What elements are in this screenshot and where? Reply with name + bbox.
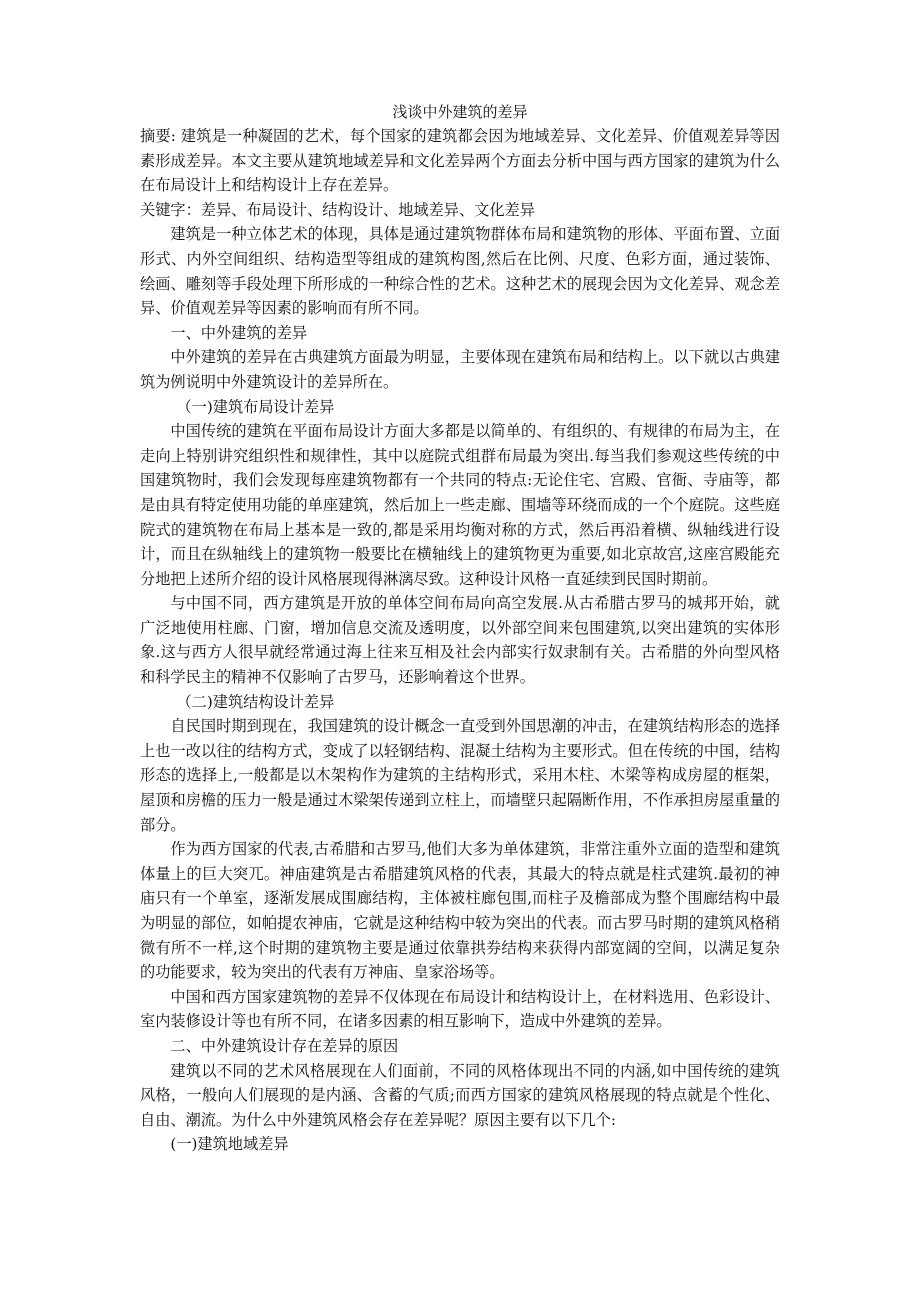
subsection-heading: （一)建筑布局设计差异 [176,397,335,416]
body-paragraph: 作为西方国家的代表,古希腊和古罗马,他们大多为单体建筑，非常注重外立面的造型和建筑体量上的巨大突兀。神庙建筑是古希腊建筑风格的代表，其最大的特点就是柱式建筑.最初的神庙只有一个单室，逐渐发展成围廊结构，主体被柱廊包围,而柱子及檐部成为整个围廊结构中最为明显的部位，如帕提农神庙，它就是这种结构中较为突出的代表。而古罗马时期的建筑风格稍微有所不一样,这个时期的建筑物主要是通过依靠拱券结构来获得内部宽阔的空间，以满足复杂的功能要求，较为突出的代表有万神庙、皇家浴场等。 [140,840,780,982]
body-paragraph: 建筑是一种立体艺术的体现，具体是通过建筑物群体布局和建筑物的形体、平面布置、立面形式、内外空间组织、结构造型等组成的建筑构图,然后在比例、尺度、色彩方面，通过装饰、绘画、雕刻等手段处理下所形成的一种综合性的艺术。这种艺术的展现会因为文化差异、观念差异、价值观差异等因素的影响而有所不同。 [140,225,780,318]
subsection-heading: （二)建筑结构设计差异 [176,692,335,711]
body-paragraph: 与中国不同，西方建筑是开放的单体空间布局向高空发展.从古希腊古罗马的城邦开始，就广泛地使用柱廊、门窗，增加信息交流及透明度，以外部空间来包围建筑,以突出建筑的实体形象.这与西方人很早就经常通过海上往来互相及社会内部实行奴隶制有关。古希腊的外向型风格和科学民主的精神不仅影响了古罗马，还影响着这个世界。 [140,594,780,687]
keywords-line: 关键字：差异、布局设计、结构设计、地域差异、文化差异 [140,200,535,219]
subsection-heading: (一)建筑地域差异 [170,1135,289,1154]
body-paragraph: 中国和西方国家建筑物的差异不仅体现在布局设计和结构设计上，在材料选用、色彩设计、室内装修设计等也有所不同，在诸多因素的相互影响下，造成中外建筑的差异。 [140,987,780,1031]
abstract-paragraph: 摘要: 建筑是一种凝固的艺术，每个国家的建筑都会因为地域差异、文化差异、价值观差异等因素形成差异。本文主要从建筑地域差异和文化差异两个方面去分析中国与西方国家的建筑为什么在布局设计上和结构设计上存在差异。 [140,127,780,195]
document-title: 浅谈中外建筑的差异 [392,103,528,121]
body-paragraph: 自民国时期到现在，我国建筑的设计概念一直受到外国思潮的冲击，在建筑结构形态的选择上也一改以往的结构方式，变成了以轻钢结构、混凝土结构为主要形式。但在传统的中国，结构形态的选择上,一般都是以木架构作为建筑的主结构形式，采用木柱、木梁等构成房屋的框架，屋顶和房檐的压力一般是通过木梁架传递到立柱上，而墙壁只起隔断作用，不作承担房屋重量的部分。 [140,717,780,834]
body-paragraph: 中外建筑的差异在古典建筑方面最为明显，主要体现在建筑布局和结构上。以下就以古典建筑为例说明中外建筑设计的差异所在。 [140,348,780,391]
section-heading: 二、中外建筑设计存在差异的原因 [170,1036,399,1055]
section-heading: 一、中外建筑的差异 [170,323,308,342]
body-paragraph: 中国传统的建筑在平面布局设计方面大多都是以简单的、有组织的、有规律的布局为主，在走向上特别讲究组织性和规律性，其中以庭院式组群布局最为突出.每当我们参观这些传统的中国建筑物时，我们会发现每座建筑物都有一个共同的特点:无论住宅、宫殿、官衙、寺庙等，都是由具有特定使用功能的单座建筑，然后加上一些走廊、围墙等环绕而成的一个个庭院。这些庭院式的建筑物在布局上基本是一致的,都是采用均衡对称的方式，然后再沿着横、纵轴线进行设计，而且在纵轴线上的建筑物一般要比在横轴线上的建筑物更为重要,如北京故宫,这座宫殿能充分地把上述所介绍的设计风格展现得淋漓尽致。这种设计风格一直延续到民国时期前。 [140,422,780,588]
body-paragraph: 建筑以不同的艺术风格展现在人们面前，不同的风格体现出不同的内涵,如中国传统的建筑风格，一般向人们展现的是内涵、含蓄的气质;而西方国家的建筑风格展现的特点就是个性化、自由、潮流。为什么中外建筑风格会存在差异呢？原因主要有以下几个: [140,1061,780,1129]
document-page [140,100,780,1157]
